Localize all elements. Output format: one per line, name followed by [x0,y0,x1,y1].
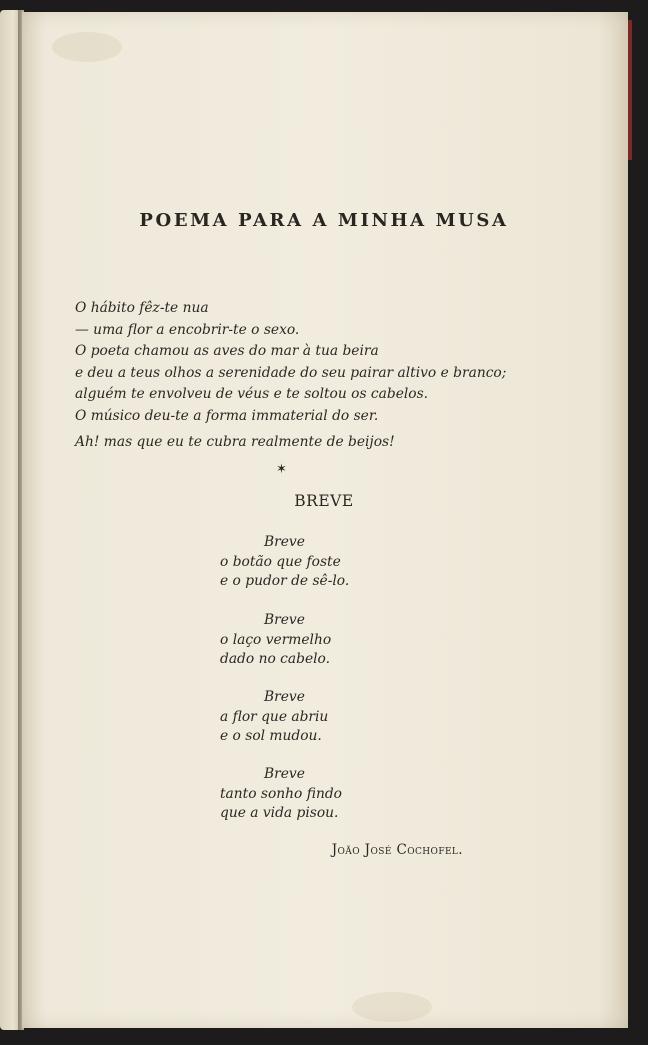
poem-line: alguém te envolveu de véus e te soltou os cabelos. [75,386,429,403]
stanza-lead: Breve [264,689,305,705]
poem-exclamation: Ah! mas que eu te cubra realmente de beijos! [75,434,395,450]
poem-line: — uma flor a encobrir-te o sexo. [75,321,300,338]
stanza-line: que a vida pisou. [220,805,339,821]
author-signature: João José Cochofel. [331,842,463,858]
second-poem-title: BREVE [294,492,354,510]
stanza [220,533,480,592]
poem-title: POEMA PARA A MINHA MUSA [139,210,509,231]
stanza-line: o laço vermelho [220,631,332,648]
paper-stain [52,32,122,62]
poem-line: e deu a teus olhos a serenidade do seu pairar altivo e branco; [75,364,507,381]
poem-line: O hábito fêz-te nua [75,300,209,316]
stanza-lead: Breve [264,612,305,628]
stanza-line: a flor que abriu [220,708,329,725]
stanza-line: tanto sonho findo [220,785,342,802]
stanza-line: e o pudor de sê-lo. [220,573,350,589]
paper-stain [352,992,432,1022]
page-edge-marking [628,20,632,160]
stanza [220,688,480,747]
stanza-lead: Breve [264,534,305,550]
stanza-line: o botão que foste [220,553,341,570]
stanza-line: dado no cabelo. [220,651,330,667]
poem-body [75,298,595,428]
stanza [220,765,480,824]
stanza [220,611,480,670]
separator-star-icon: ✶ [276,462,287,477]
poem-line: O músico deu-te a forma immaterial do ser. [75,407,379,424]
book-page [22,12,628,1028]
stanza-lead: Breve [264,766,305,782]
stanza-line: e o sol mudou. [220,728,322,744]
poem-line: O poeta chamou as aves do mar à tua beira [75,343,379,360]
